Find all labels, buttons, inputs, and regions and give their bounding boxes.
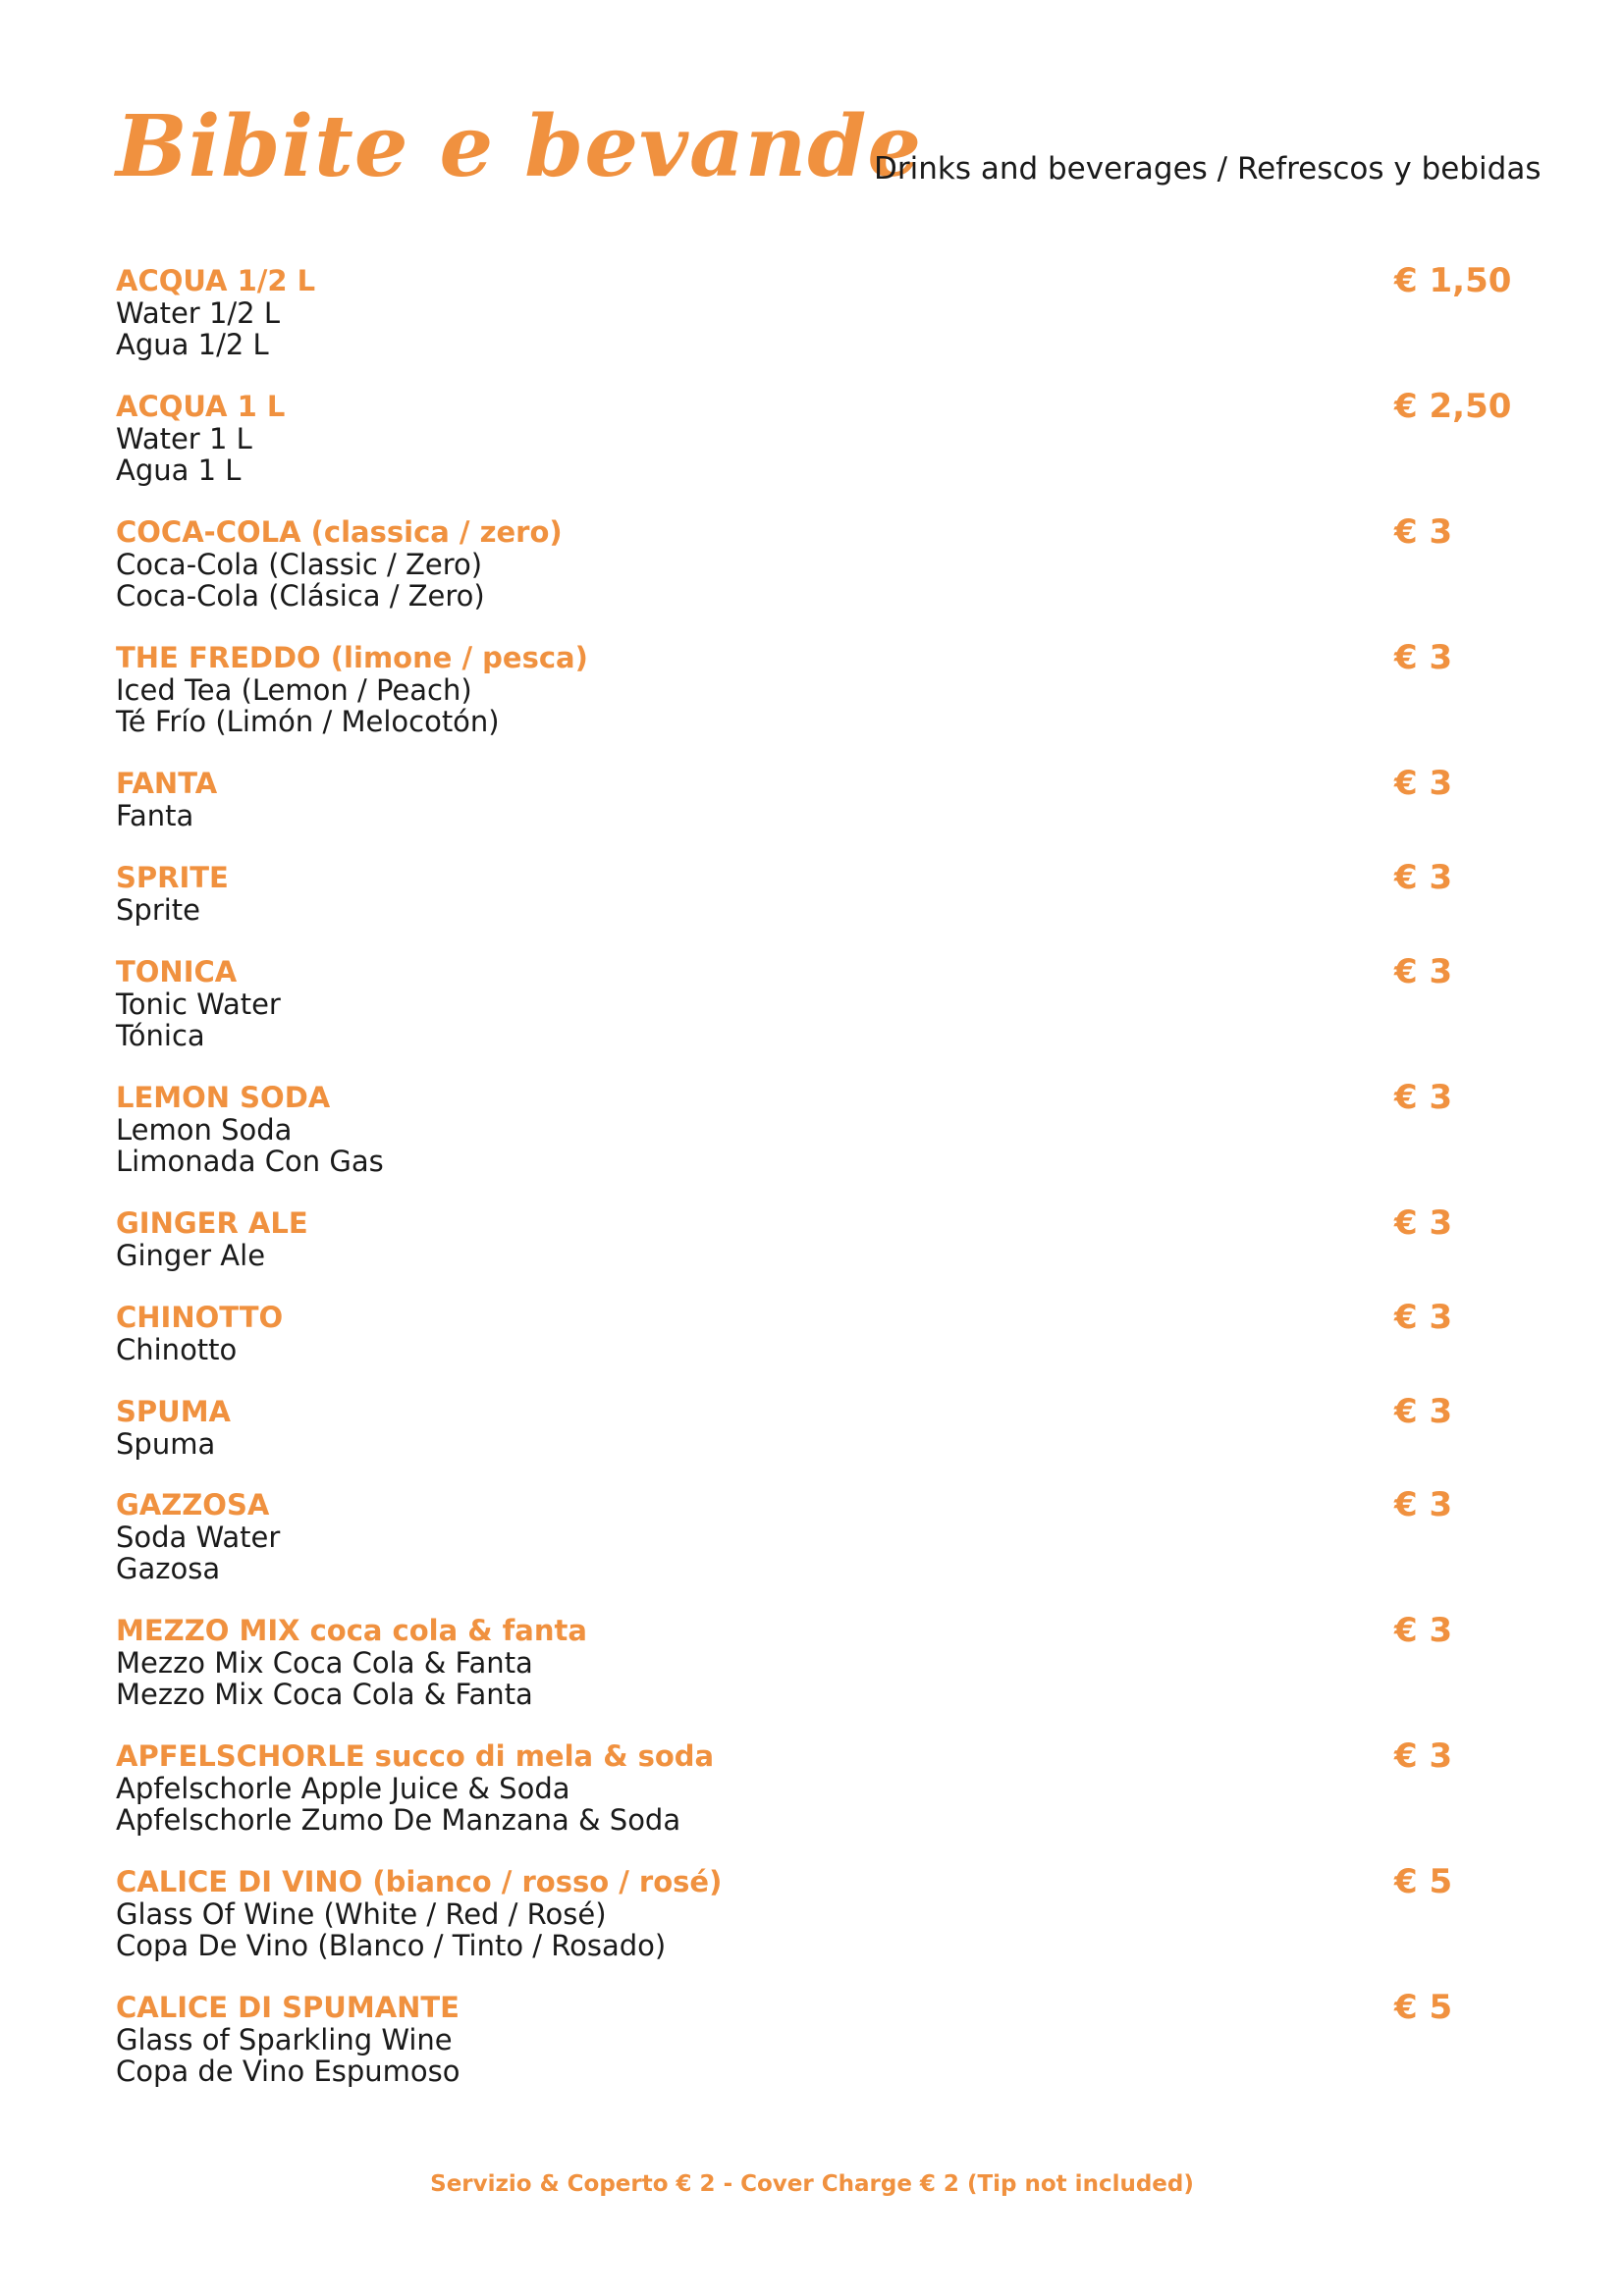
- menu-item: [116, 1203, 1510, 1272]
- menu-item-translation: Té Frío (Limón / Melocotón): [116, 705, 500, 738]
- menu-item: [116, 1611, 1510, 1711]
- menu-item-name: CHINOTTO: [116, 1301, 284, 1334]
- menu-item-price: € 3: [1394, 764, 1453, 803]
- menu-item: [116, 1298, 1510, 1366]
- menu-item-translation: Mezzo Mix Coca Cola & Fanta: [116, 1646, 533, 1680]
- menu-item-translation: Fanta: [116, 799, 194, 832]
- menu-item: [116, 387, 1512, 487]
- menu-item-name: GINGER ALE: [116, 1206, 308, 1240]
- menu-item: [116, 858, 1510, 927]
- menu-item-translation: Lemon Soda: [116, 1113, 293, 1147]
- menu-item-translation: Gazosa: [116, 1552, 221, 1585]
- menu-item: [116, 1078, 1510, 1178]
- menu-item-name: TONICA: [116, 955, 238, 988]
- menu-item-name: SPUMA: [116, 1395, 231, 1428]
- menu-item-name: SPRITE: [116, 861, 229, 894]
- menu-item-name: ACQUA 1/2 L: [116, 264, 316, 297]
- menu-item-name: CALICE DI VINO (bianco / rosso / rosé): [116, 1865, 723, 1898]
- menu-item-translation: Iced Tea (Lemon / Peach): [116, 673, 472, 707]
- menu-header: [116, 97, 1542, 206]
- menu-item-price: € 3: [1394, 952, 1453, 991]
- menu-item-price: € 3: [1394, 1298, 1453, 1337]
- menu-item-price: € 3: [1394, 1736, 1453, 1776]
- menu-item-translation: Coca-Cola (Classic / Zero): [116, 548, 483, 581]
- menu-item-name: FANTA: [116, 767, 218, 800]
- menu-item-price: € 2,50: [1394, 387, 1512, 426]
- menu-item-translation: Limonada Con Gas: [116, 1145, 384, 1178]
- menu-item-price: € 5: [1394, 1988, 1453, 2027]
- menu-item: [116, 1736, 1510, 1837]
- menu-item-name: MEZZO MIX coca cola & fanta: [116, 1614, 587, 1647]
- menu-item-price: € 1,50: [1394, 261, 1512, 300]
- menu-item-price: € 3: [1394, 1485, 1453, 1524]
- menu-item: [116, 1392, 1510, 1461]
- menu-item-translation: Apfelschorle Apple Juice & Soda: [116, 1772, 570, 1805]
- menu-item: [116, 261, 1512, 361]
- menu-item: [116, 638, 1510, 738]
- menu-item: [116, 764, 1510, 832]
- menu-item: [116, 1988, 1510, 2088]
- menu-item-price: € 3: [1394, 638, 1453, 677]
- menu-item-price: € 3: [1394, 1078, 1453, 1117]
- menu-item-translation: Copa De Vino (Blanco / Tinto / Rosado): [116, 1929, 667, 1962]
- menu-item-translation: Soda Water: [116, 1521, 281, 1554]
- menu-item-name: THE FREDDO (limone / pesca): [116, 641, 588, 674]
- menu-item: [116, 512, 1510, 613]
- page-title: Bibite e bevande: [116, 97, 923, 196]
- menu-item-translation: Spuma: [116, 1427, 216, 1461]
- menu-item-translation: Chinotto: [116, 1333, 238, 1366]
- menu-item-translation: Coca-Cola (Clásica / Zero): [116, 579, 485, 613]
- page-subtitle: Drinks and beverages / Refrescos y bebidas: [874, 151, 1542, 187]
- menu-item-translation: Agua 1/2 L: [116, 328, 269, 361]
- menu-item-name: ACQUA 1 L: [116, 390, 286, 423]
- menu-item-translation: Glass Of Wine (White / Red / Rosé): [116, 1897, 607, 1931]
- menu-item-price: € 3: [1394, 1203, 1453, 1243]
- menu-item: [116, 952, 1510, 1052]
- menu-item-name: APFELSCHORLE succo di mela & soda: [116, 1739, 715, 1773]
- menu-item-translation: Tónica: [116, 1019, 205, 1052]
- menu-item-price: € 3: [1394, 1611, 1453, 1650]
- menu-item-name: GAZZOSA: [116, 1488, 270, 1522]
- cover-charge-note: Servizio & Coperto € 2 - Cover Charge € 2 (Tip not included): [430, 2171, 1194, 2197]
- menu-item-translation: Mezzo Mix Coca Cola & Fanta: [116, 1678, 533, 1711]
- menu-item-translation: Tonic Water: [116, 988, 281, 1021]
- menu-item-price: € 5: [1394, 1862, 1453, 1901]
- menu-item: [116, 1485, 1510, 1585]
- menu-item-translation: Apfelschorle Zumo De Manzana & Soda: [116, 1803, 681, 1837]
- menu-item-translation: Copa de Vino Espumoso: [116, 2055, 460, 2088]
- menu-item-price: € 3: [1394, 1392, 1453, 1431]
- menu-item-translation: Water 1 L: [116, 422, 252, 455]
- menu-item-translation: Sprite: [116, 893, 201, 927]
- menu-item-name: CALICE DI SPUMANTE: [116, 1991, 460, 2024]
- menu-item-translation: Water 1/2 L: [116, 296, 280, 330]
- menu-item-translation: Glass of Sparkling Wine: [116, 2023, 453, 2056]
- menu-item-price: € 3: [1394, 858, 1453, 897]
- menu-item-translation: Ginger Ale: [116, 1239, 266, 1272]
- menu-item-name: COCA-COLA (classica / zero): [116, 515, 563, 549]
- menu-item-price: € 3: [1394, 512, 1453, 552]
- menu-item-translation: Agua 1 L: [116, 454, 242, 487]
- menu-item: [116, 1862, 1510, 1962]
- menu-item-name: LEMON SODA: [116, 1081, 331, 1114]
